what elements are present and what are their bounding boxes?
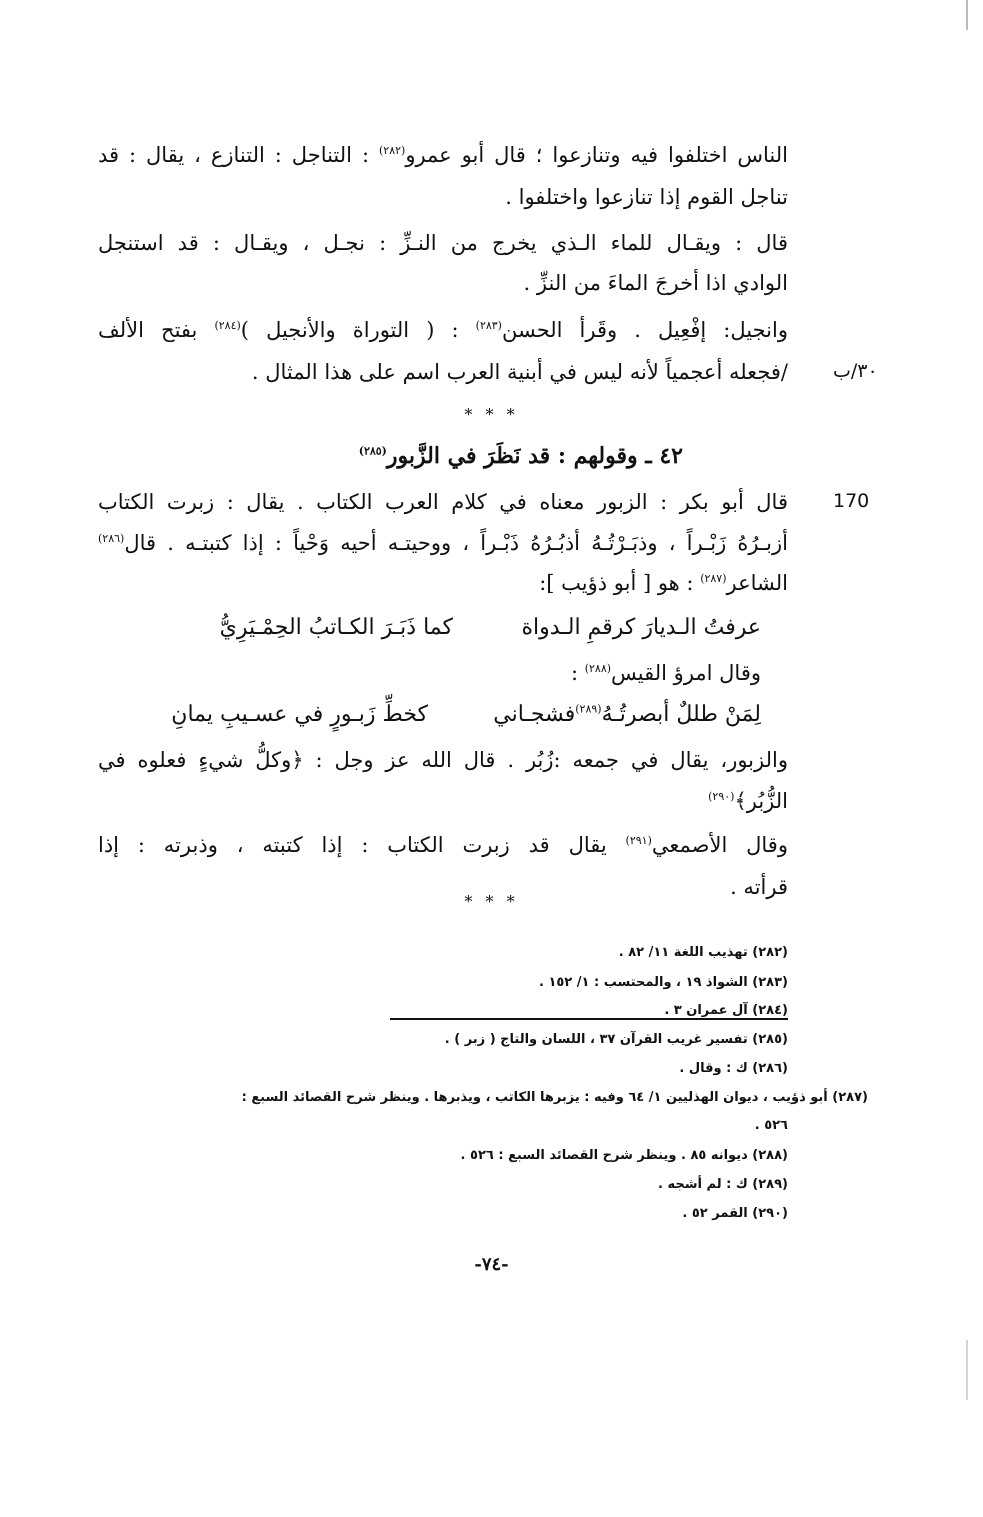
section-heading: ٤٢ ـ وقولهم : قد نَظَرَ في الزَّبور$^{(٢٨٥)}$ xyxy=(358,443,683,469)
body-line-2: تناجل القوم إذا تنازعوا واختلفوا . xyxy=(505,185,788,209)
zabur-line-2: الزُّبُر﴾$^{(٢٩٠)}$ xyxy=(708,789,788,813)
verse1-first-hemistich: عرفتُ الـديارَ كرقمِ الـدواة xyxy=(521,615,761,640)
page-number: -٧٤- xyxy=(474,1254,509,1275)
imru-line: وقال امرؤ القيس$^{(٢٨٨)}$ : xyxy=(570,661,761,685)
asmai-line-1: وقال الأصمعي$^{(٢٩١)}$ يقال قد زبرت الكتاب : إذا كتبته ، وذبرته : إذا xyxy=(98,833,788,857)
footnote-290: (٢٩٠) القمر ٥٢ . xyxy=(682,1206,788,1221)
body-line-1: الناس اختلفوا فيه وتنازعوا ؛ قال أبو عمرو$^{(٢٨٢)}$ : التناجل : التنازع ، يقال : قد xyxy=(98,143,789,167)
separator-stars-2: * * * xyxy=(464,892,519,911)
footnote-288: (٢٨٨) ديوانه ٨٥ . وينظر شرح القصائد السبع : ٥٢٦ . xyxy=(460,1148,788,1163)
margin-folio: ٣٠/ب xyxy=(833,360,878,382)
zabur-line-1: والزبور، يقال في جمعه :زُبُر . قال الله عز وجل : ﴿وكلُّ شيءٍ فعلوه في xyxy=(98,748,788,772)
footnote-287: (٢٨٧) أبو ذؤيب ، ديوان الهذليين ١/ ٦٤ وفيه : يزبرها الكاتب ، ويذبرها . وينظر شرح القصائد السبع : xyxy=(241,1090,868,1105)
footnote-283: (٢٨٣) الشواذ ١٩ ، والمحتسب : ١/ ١٥٢ . xyxy=(538,975,788,990)
footnote-287-cont: ٥٢٦ . xyxy=(754,1118,788,1133)
footnote-286: (٢٨٦) ك : وقال . xyxy=(679,1061,788,1076)
verse2-second-hemistich: كخطِّ زَبـورٍ في عسـيبِ يمانِ xyxy=(171,702,428,727)
separator-stars-1: * * * xyxy=(464,405,519,424)
footnote-289: (٢٨٩) ك : لم أشجه . xyxy=(658,1177,788,1192)
margin-line-number: 170 xyxy=(833,490,870,512)
body-line-5: وانجيل: إفْعِيل . وقَرأ الحسن$^{(٢٨٣)}$ : ( التوراة والأنجيل )$^{(٢٨٤)}$ بفتح الألف xyxy=(98,318,788,342)
section-line-3: الشاعر$^{(٢٨٧)}$ : هو [ أبو ذؤيب ]: xyxy=(539,571,788,595)
footnote-divider xyxy=(390,1018,788,1020)
footnote-284: (٢٨٤) آل عمران ٣ . xyxy=(664,1003,788,1018)
section-line-1: قال أبو بكر : الزبور معناه في كلام العرب الكتاب . يقال : زبرت الكتاب xyxy=(98,490,788,514)
body-line-4: الوادي اذا أخرجَ الماءَ من النزِّ . xyxy=(523,271,788,295)
scan-edge-mark-bottom xyxy=(966,1340,968,1400)
scan-edge-mark-top xyxy=(966,0,968,30)
body-line-3: قال : ويقـال للماء الـذي يخرج من النـزِّ : نجـل ، ويقـال : قد استنجل xyxy=(98,231,788,255)
asmai-line-2: قرأته . xyxy=(730,875,788,899)
section-line-2: أزبـرُهُ زَبْـراً ، وذبَـرْتُـهُ أذبُـرُهُ ذَبْـراً ، ووحيتـه أحيه وَحْياً : إذا كتبتـه . قال$^{(٢٨٦)}$ xyxy=(98,531,788,555)
verse2-first-hemistich: لِمَنْ طللٌ أبصرتُـهُ$^{(٢٨٩)}$فشجـاني xyxy=(493,702,761,727)
body-line-6: /فجعله أعجمياً لأنه ليس في أبنية العرب اسم على هذا المثال . xyxy=(251,360,788,384)
footnote-285: (٢٨٥) تفسير غريب القرآن ٣٧ ، اللسان والتاج ( زبر ) . xyxy=(444,1032,788,1047)
verse1-second-hemistich: كما ذَبَـرَ الكـاتبُ الحِمْـيَرِيُّ xyxy=(219,615,453,640)
footnote-282: (٢٨٢) تهذيب اللغة ١١/ ٨٢ . xyxy=(618,945,788,960)
